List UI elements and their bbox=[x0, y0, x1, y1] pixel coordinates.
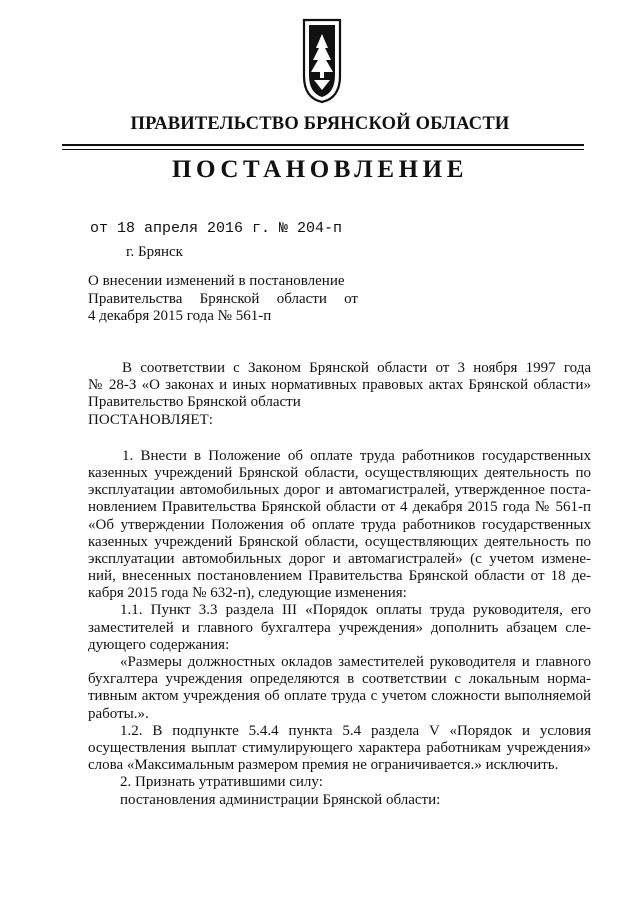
body-line: В соответствии с Законом Брянской области от 3 ноября 1997 года bbox=[122, 360, 591, 376]
body-line: дующего содержания: bbox=[88, 636, 230, 653]
body-line: кабря 2015 года № 632-п), следующие изменения: bbox=[88, 585, 407, 602]
body-line: слова «Максимальным размером премия не ограничивается.» исключить. bbox=[88, 757, 559, 774]
body-line: бухгалтера учреждения определяются в соответствии с локальным норма- bbox=[88, 671, 591, 688]
document-subject bbox=[88, 273, 358, 326]
body-line: «Об утверждении Положения об оплате труда работников государственных bbox=[88, 516, 591, 533]
body-line: эксплуатации автомобильных дорог и автомагистралей, утвержденное поста- bbox=[88, 482, 591, 499]
body-line: осуществления выплат стимулирующего характера работникам учреждения» bbox=[88, 739, 591, 756]
body-line: «Размеры должностных окладов заместителей руководителя и главного bbox=[120, 654, 591, 670]
body-line: казенных учреждений Брянской области, осуществляющих деятельность по bbox=[88, 464, 591, 481]
subject-line: 4 декабря 2015 года № 561-п bbox=[88, 308, 272, 324]
body-line: постановления администрации Брянской области: bbox=[120, 791, 441, 808]
organization-title: ПРАВИТЕЛЬСТВО БРЯНСКОЙ ОБЛАСТИ bbox=[130, 114, 510, 134]
body-line: тивным актом учреждения об оплате труда с учетом сложности выполняемой bbox=[88, 688, 591, 705]
body-line: 1.1. Пункт 3.3 раздела III «Порядок оплаты труда руководителя, его bbox=[120, 602, 591, 619]
body-line: 2. Признать утратившими силу: bbox=[120, 774, 323, 791]
header-divider-thick bbox=[62, 144, 584, 146]
document-type-title: ПОСТАНОВЛЕНИЕ bbox=[171, 156, 469, 183]
body-line: 1.2. В подпункте 5.4.4 пункта 5.4 раздела V «Порядок и условия bbox=[120, 722, 591, 739]
document-body bbox=[88, 360, 591, 809]
body-line: Правительство Брянской области bbox=[88, 394, 301, 411]
body-line: эксплуатации автомобильных дорог и автомагистралей» (с учетом измене- bbox=[88, 550, 591, 567]
document-date-number: от 18 апреля 2016 г. № 204-п bbox=[90, 220, 343, 237]
body-line: казенных учреждений Брянской области, осуществляющих деятельность по bbox=[88, 533, 591, 550]
body-line: ний, внесенных постановлением Правительства Брянской области от 18 де- bbox=[88, 568, 591, 585]
subject-line: Правительства Брянской области от bbox=[88, 290, 358, 307]
body-line: работы.». bbox=[88, 705, 149, 722]
body-line: № 28-З «О законах и иных нормативных правовых актах Брянской области» bbox=[88, 377, 591, 394]
subject-line: О внесении изменений в постановление bbox=[88, 273, 345, 289]
body-line: новлением Правительства Брянской области от 4 декабря 2015 года № 561-п bbox=[88, 499, 591, 516]
body-line: 1. Внести в Положение об оплате труда работников государственных bbox=[122, 447, 591, 464]
body-line: заместителей и главного бухгалтера учреждения» дополнить абзацем сле- bbox=[88, 619, 591, 636]
coat-of-arms-icon bbox=[298, 14, 346, 104]
document-city: г. Брянск bbox=[126, 244, 183, 260]
header-divider-thin bbox=[62, 149, 584, 150]
body-line: ПОСТАНОВЛЯЕТ: bbox=[88, 411, 213, 428]
